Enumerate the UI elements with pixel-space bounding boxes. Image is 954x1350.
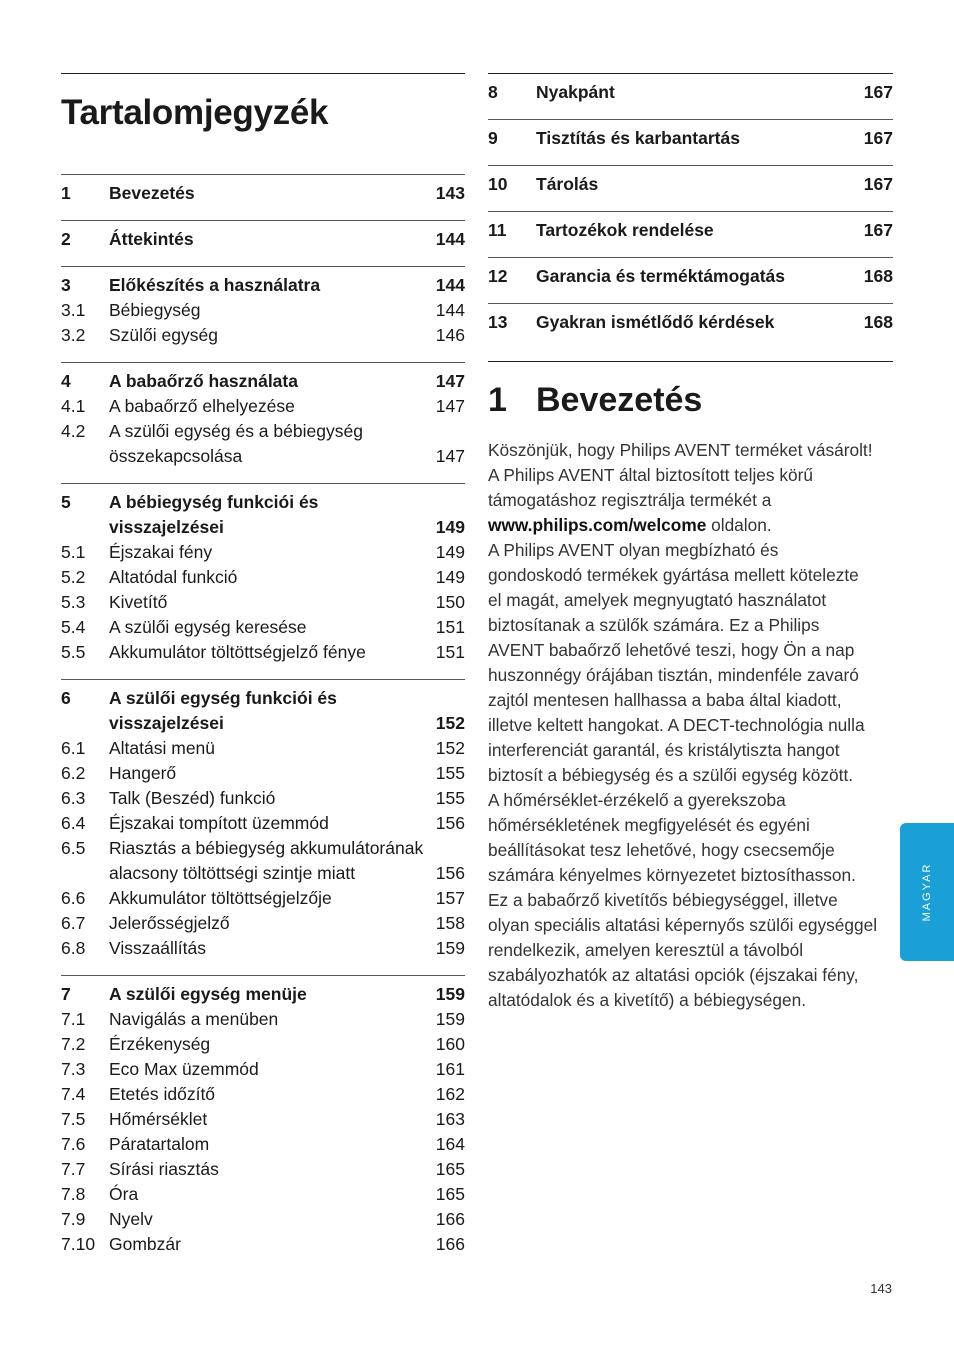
body-text: altatódalok és a kivetítő) a bébiegységen. [488, 990, 806, 1010]
toc-section [488, 119, 893, 165]
toc-entry-page: 168 [863, 266, 893, 286]
toc-entry [61, 323, 465, 348]
toc-entry-title: Garancia és terméktámogatás [536, 266, 786, 286]
toc-entry [61, 490, 465, 515]
body-line [488, 963, 893, 988]
toc-entry [61, 1032, 465, 1057]
toc-entry-page: 161 [435, 1059, 465, 1079]
body-line [488, 538, 893, 563]
toc-entry [61, 711, 465, 736]
toc-entry-title: Óra [109, 1184, 139, 1204]
toc-entry-number: 7.8 [61, 1184, 86, 1204]
body-line [488, 938, 893, 963]
language-tab-label: MAGYAR [921, 862, 933, 922]
toc-entry-page: 156 [435, 863, 465, 883]
body-line [488, 463, 893, 488]
toc-entry-page: 144 [435, 275, 465, 295]
toc-entry-page: 167 [863, 128, 893, 148]
toc-entry-page: 147 [435, 396, 465, 416]
toc-entry [61, 786, 465, 811]
toc-entry [61, 836, 465, 861]
toc-entry-number: 6.5 [61, 838, 86, 858]
toc-entry-title: Nyelv [109, 1209, 153, 1229]
toc-entry-page: 144 [435, 229, 465, 249]
toc-entry-title: A szülői egység funkciói és [109, 688, 337, 708]
body-text: huszonnégy órájában tisztán, mindenféle zavaró [488, 665, 859, 685]
toc-entry-title: Érzékenység [109, 1034, 211, 1054]
toc-entry-number: 2 [61, 229, 71, 249]
toc-section [488, 303, 893, 349]
toc-entry-number: 7.3 [61, 1059, 86, 1079]
toc-entry-number: 6.6 [61, 888, 86, 908]
toc-entry-title: A babaőrző használata [109, 371, 298, 391]
toc-entry-title: Talk (Beszéd) funkció [109, 788, 276, 808]
toc-entry-title: Éjszakai tompított üzemmód [109, 813, 329, 833]
toc-entry-number: 5.2 [61, 567, 86, 587]
toc-section [61, 266, 465, 362]
toc-entry-number: 7.7 [61, 1159, 86, 1179]
body-text: biztosít a bébiegység és a szülői egység között. [488, 765, 854, 785]
toc-entry-page: 159 [435, 984, 465, 1004]
toc-entry [488, 310, 893, 335]
toc-entry [61, 686, 465, 711]
body-line [488, 488, 893, 513]
toc-entry-number: 3 [61, 275, 71, 295]
toc-entry [61, 273, 465, 298]
toc-entry-number: 6.2 [61, 763, 86, 783]
toc-entry-page [425, 419, 465, 444]
section-heading [488, 376, 893, 424]
body-line [488, 763, 893, 788]
toc-entry [61, 1182, 465, 1207]
toc-entry-title: Gombzár [109, 1234, 181, 1254]
toc-section [61, 220, 465, 266]
body-text: el magát, amelyek megnyugtató használatot [488, 590, 827, 610]
toc-entry-number: 12 [488, 266, 508, 286]
toc-entry [61, 515, 465, 540]
toc-entry [61, 1007, 465, 1032]
toc-entry [61, 886, 465, 911]
body-line [488, 888, 893, 913]
body-text: A Philips AVENT olyan megbízható és [488, 540, 779, 560]
body-line [488, 838, 893, 863]
toc-entry-page: 152 [435, 713, 465, 733]
body-text: Köszönjük, hogy Philips AVENT terméket vásárolt! [488, 440, 873, 460]
toc-entry [61, 640, 465, 665]
toc-entry [61, 419, 465, 444]
toc-entry-page: 162 [435, 1084, 465, 1104]
body-line [488, 663, 893, 688]
toc-entry-number: 5 [61, 492, 71, 512]
toc-entry [61, 540, 465, 565]
toc-entry [488, 80, 893, 105]
toc-left-list [61, 174, 465, 1271]
toc-entry-page: 159 [435, 938, 465, 958]
body-text: interferenciát garantál, és kristálytiszta hangot [488, 740, 840, 760]
toc-entry [61, 736, 465, 761]
toc-entry-page: 146 [435, 325, 465, 345]
toc-entry-title: Akkumulátor töltöttségjelzője [109, 888, 332, 908]
toc-entry [61, 1082, 465, 1107]
toc-entry-page: 167 [863, 220, 893, 240]
toc-entry-title: Jelerősségjelző [109, 913, 230, 933]
page-title: Tartalomjegyzék [61, 93, 329, 132]
body-line [488, 813, 893, 838]
toc-entry-page: 155 [435, 763, 465, 783]
body-line [488, 913, 893, 938]
toc-section [488, 73, 893, 119]
body-text: rendelkezik, amelyen keresztül a távolból [488, 940, 804, 960]
body-line [488, 713, 893, 738]
toc-entry-number: 6.7 [61, 913, 86, 933]
toc-entry-number: 7 [61, 984, 71, 1004]
toc-entry [61, 1057, 465, 1082]
toc-entry-page: 149 [435, 567, 465, 587]
toc-entry-title: Tartozékok rendelése [536, 220, 714, 240]
toc-entry-page: 165 [435, 1159, 465, 1179]
body-line [488, 738, 893, 763]
body-line [488, 988, 893, 1013]
toc-entry-title: Áttekintés [109, 229, 194, 249]
toc-entry [61, 1107, 465, 1132]
toc-entry-page: 165 [435, 1184, 465, 1204]
toc-entry-number: 4.2 [61, 421, 86, 441]
toc-entry-title: Visszaállítás [109, 938, 206, 958]
toc-entry-number: 5.1 [61, 542, 86, 562]
toc-entry [61, 181, 465, 206]
toc-entry-page: 150 [435, 592, 465, 612]
toc-entry-title: Riasztás a bébiegység akkumulátorának [109, 838, 424, 858]
toc-entry [488, 126, 893, 151]
toc-entry-page: 164 [435, 1134, 465, 1154]
toc-entry-number: 13 [488, 312, 508, 332]
toc-entry-page: 158 [435, 913, 465, 933]
toc-entry-page [425, 836, 465, 861]
toc-entry-number [61, 861, 109, 886]
toc-entry-title: Navigálás a menüben [109, 1009, 279, 1029]
toc-entry-number: 8 [488, 82, 498, 102]
toc-entry-page: 151 [435, 617, 465, 637]
toc-entry-page: 155 [435, 788, 465, 808]
body-line [488, 638, 893, 663]
toc-entry-title: Páratartalom [109, 1134, 210, 1154]
toc-entry-number: 6.8 [61, 938, 86, 958]
toc-entry [488, 218, 893, 243]
body-line [488, 513, 893, 538]
toc-entry-number: 1 [61, 183, 71, 203]
toc-entry-page: 149 [435, 517, 465, 537]
toc-entry-number: 7.2 [61, 1034, 86, 1054]
toc-entry-page [425, 686, 465, 711]
toc-entry-title: Tisztítás és karbantartás [536, 128, 740, 148]
toc-entry [61, 298, 465, 323]
toc-entry [61, 590, 465, 615]
body-line [488, 563, 893, 588]
toc-section [61, 975, 465, 1271]
toc-section [488, 211, 893, 257]
body-text: szabályozhatók az altatási opciók (éjszakai fény, [488, 965, 859, 985]
toc-entry-page: 168 [863, 312, 893, 332]
body-text: illetve keltett hangokat. A DECT-technológia nulla [488, 715, 865, 735]
toc-entry-number: 6.3 [61, 788, 86, 808]
toc-entry-number: 7.10 [61, 1234, 96, 1254]
toc-entry-number: 6 [61, 688, 71, 708]
body-text: hőmérsékletének megfigyelését és egyéni [488, 815, 810, 835]
toc-entry-title: Előkészítés a használatra [109, 275, 321, 295]
toc-entry [61, 1157, 465, 1182]
toc-entry-title: Éjszakai fény [109, 542, 213, 562]
page-number: 143 [870, 1281, 892, 1296]
toc-entry-number: 3.2 [61, 325, 86, 345]
toc-entry [488, 172, 893, 197]
body-text: számára kényelmes környezetet biztosíthasson. [488, 865, 856, 885]
body-line [488, 588, 893, 613]
toc-entry-number: 6.1 [61, 738, 86, 758]
section-body [488, 438, 893, 1013]
toc-entry-title: Hőmérséklet [109, 1109, 208, 1129]
body-line [488, 613, 893, 638]
toc-entry-number: 7.6 [61, 1134, 86, 1154]
body-text: beállításokat tesz lehetővé, hogy csecsemője [488, 840, 835, 860]
toc-entry [61, 615, 465, 640]
section-number: 1 [488, 381, 507, 419]
body-text: olyan speciális altatási képernyős szülői egységgel [488, 915, 878, 935]
toc-left-column [61, 73, 465, 1271]
toc-entry-number: 9 [488, 128, 498, 148]
toc-section [488, 257, 893, 303]
toc-entry-title: Sírási riasztás [109, 1159, 219, 1179]
toc-entry-number: 4 [61, 371, 71, 391]
toc-section [61, 174, 465, 220]
toc-entry [61, 394, 465, 419]
section-title: Bevezetés [536, 381, 703, 419]
language-tab [900, 823, 954, 961]
toc-entry [61, 1207, 465, 1232]
toc-entry-title: A babaőrző elhelyezése [109, 396, 295, 416]
top-rule [61, 73, 465, 74]
body-text: AVENT babaőrző lehetővé teszi, hogy Ön a nap [488, 640, 855, 660]
toc-entry-title: Kivetítő [109, 592, 168, 612]
toc-entry-number: 7.4 [61, 1084, 86, 1104]
toc-entry-number: 11 [488, 220, 507, 240]
toc-entry [61, 227, 465, 252]
toc-entry-page: 167 [863, 82, 893, 102]
toc-entry-page: 166 [435, 1234, 465, 1254]
toc-entry-number [61, 444, 109, 469]
toc-entry [61, 936, 465, 961]
body-line [488, 688, 893, 713]
toc-entry-page: 167 [863, 174, 893, 194]
toc-entry-page: 163 [435, 1109, 465, 1129]
section-1 [488, 361, 893, 1013]
toc-entry-page: 151 [435, 642, 465, 662]
toc-entry [61, 1132, 465, 1157]
toc-entry-title: Szülői egység [109, 325, 218, 345]
body-text: zajtól mentesen hallhassa a baba által kiadott, [488, 690, 842, 710]
toc-entry [61, 861, 465, 886]
body-text: támogatáshoz regisztrálja termékét a [488, 490, 772, 510]
toc-section [61, 483, 465, 679]
toc-entry-title: A bébiegység funkciói és [109, 492, 319, 512]
toc-entry-title: Tárolás [536, 174, 599, 194]
toc-entry [61, 565, 465, 590]
toc-entry-page: 152 [435, 738, 465, 758]
body-line [488, 863, 893, 888]
toc-entry-page [425, 490, 465, 515]
toc-entry-page: 147 [435, 371, 465, 391]
toc-entry-title: Akkumulátor töltöttségjelző fénye [109, 642, 366, 662]
toc-entry-number [61, 711, 109, 736]
toc-entry-title: Altatási menü [109, 738, 216, 758]
body-text: A Philips AVENT által biztosított teljes körű [488, 465, 813, 485]
toc-entry-number: 5.5 [61, 642, 86, 662]
toc-entry-title: Altatódal funkció [109, 567, 238, 587]
toc-entry-number: 7.1 [61, 1009, 86, 1029]
toc-entry-page: 157 [435, 888, 465, 908]
body-line [488, 788, 893, 813]
toc-entry-page: 144 [435, 300, 465, 320]
toc-entry-page: 160 [435, 1034, 465, 1054]
toc-section [488, 165, 893, 211]
toc-entry-page: 166 [435, 1209, 465, 1229]
toc-entry [61, 369, 465, 394]
toc-entry [61, 444, 465, 469]
toc-entry-title: visszajelzései [109, 713, 224, 733]
toc-entry-title: Hangerő [109, 763, 177, 783]
toc-entry-number: 6.4 [61, 813, 86, 833]
toc-entry-title: A szülői egység és a bébiegység [109, 421, 363, 441]
toc-entry-title: alacsony töltöttségi szintje miatt [109, 863, 356, 883]
toc-entry-title: A szülői egység keresése [109, 617, 307, 637]
toc-entry-number: 3.1 [61, 300, 86, 320]
toc-entry [61, 1232, 465, 1257]
toc-entry-title: Bevezetés [109, 183, 195, 203]
toc-entry-number: 5.3 [61, 592, 86, 612]
toc-right-list [488, 73, 893, 349]
toc-entry-page: 156 [435, 813, 465, 833]
toc-entry-title: Eco Max üzemmód [109, 1059, 259, 1079]
toc-entry [61, 982, 465, 1007]
toc-entry-number: 7.5 [61, 1109, 86, 1129]
toc-entry-title: Gyakran ismétlődő kérdések [536, 312, 775, 332]
toc-section [61, 362, 465, 483]
toc-section [61, 679, 465, 975]
body-text: gondoskodó termékek gyártása mellett kötelezte [488, 565, 859, 585]
toc-entry-title: visszajelzései [109, 517, 224, 537]
body-text: biztosítanak a szülők számára. Ez a Philips [488, 615, 820, 635]
toc-entry-page: 147 [435, 446, 465, 466]
toc-entry [61, 761, 465, 786]
toc-entry-title: Bébiegység [109, 300, 201, 320]
toc-entry-number: 5.4 [61, 617, 86, 637]
toc-entry-title: Etetés időzítő [109, 1084, 216, 1104]
toc-entry [488, 264, 893, 289]
toc-entry-number: 10 [488, 174, 508, 194]
website-link[interactable]: www.philips.com/welcome [488, 515, 707, 535]
toc-entry-title: A szülői egység menüje [109, 984, 307, 1004]
toc-entry [61, 811, 465, 836]
toc-entry-number [61, 515, 109, 540]
toc-entry-title: Nyakpánt [536, 82, 615, 102]
toc-entry-number: 7.9 [61, 1209, 86, 1229]
toc-entry-title: összekapcsolása [109, 446, 243, 466]
toc-right-column [488, 73, 893, 1013]
toc-entry [61, 911, 465, 936]
toc-entry-page: 149 [435, 542, 465, 562]
body-text: A hőmérséklet-érzékelő a gyerekszoba [488, 790, 786, 810]
toc-entry-page: 159 [435, 1009, 465, 1029]
body-text: oldalon. [706, 515, 772, 535]
body-line [488, 438, 893, 463]
toc-entry-page: 143 [435, 183, 465, 203]
toc-entry-number: 4.1 [61, 396, 86, 416]
body-text: Ez a babaőrző kivetítős bébiegységgel, illetve [488, 890, 838, 910]
